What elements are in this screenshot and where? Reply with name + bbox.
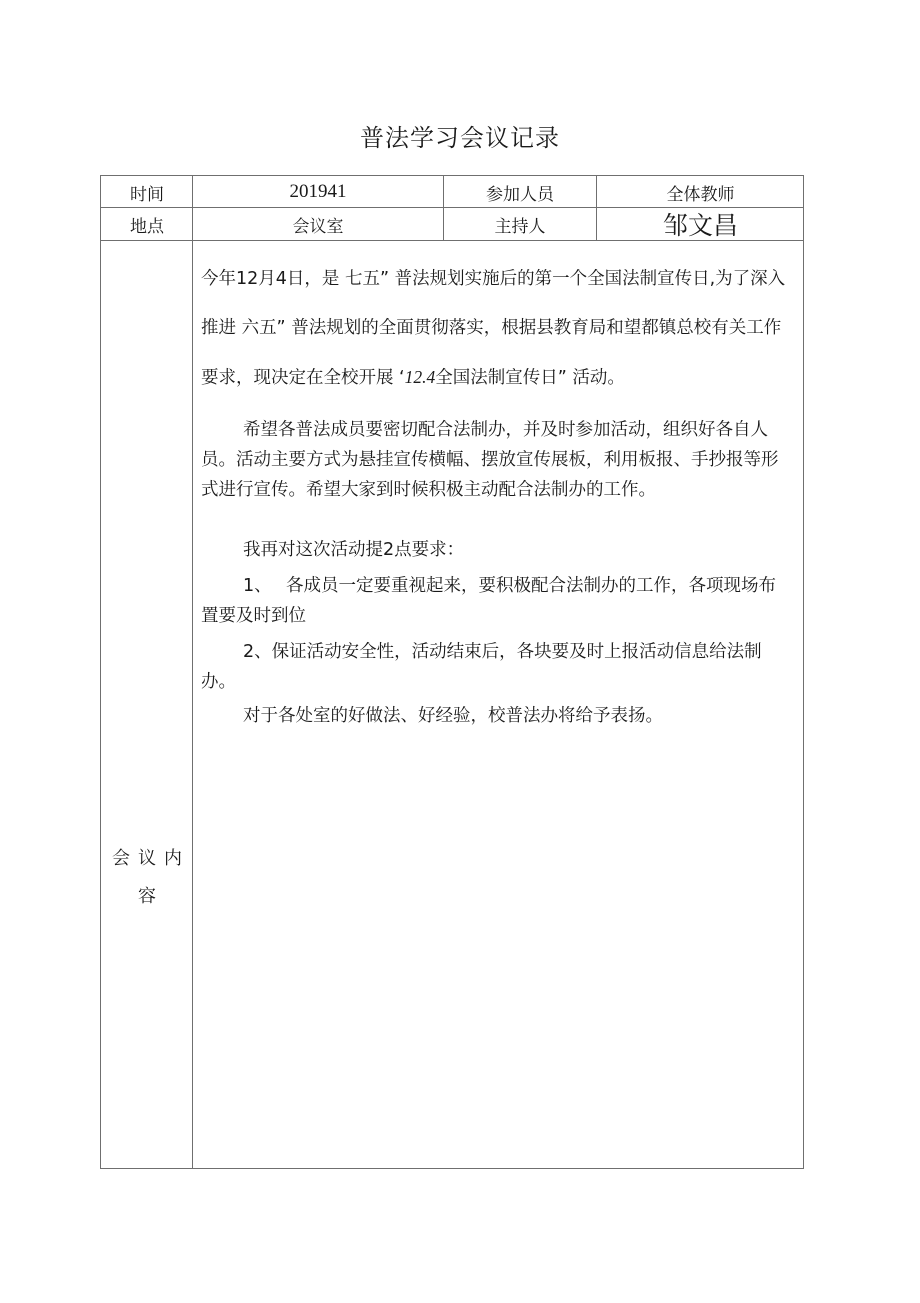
meeting-content <box>201 255 789 731</box>
participants-label: 参加人员 <box>486 184 554 205</box>
participants-value: 全体教师 <box>666 184 735 205</box>
host-value: 邹文昌 <box>662 211 738 240</box>
p1-text-a: 今年12月4日，是 七五” 普法规划实施后的第一个全国法制宣传日,为了深入推进 六五” 普法规划的全面贯彻落实，根据县教育局和望都镇总校有关工作要求，现决定在全校开展 ‘ <box>201 269 786 388</box>
content-label-line2: 容 <box>138 886 156 907</box>
requirement-1: 1、 各成员一定要重视起来，要积极配合法制办的工作，各项现场布置要及时到位 <box>201 576 776 626</box>
location-label: 地点 <box>130 216 164 237</box>
location-value: 会议室 <box>292 216 344 237</box>
p1-text-c: 全国法制宣传日” 活动。 <box>435 368 625 388</box>
content-paragraph-1 <box>201 255 789 403</box>
requirement-2: 2、保证活动安全性，活动结束后，各块要及时上报活动信息给法制办。 <box>201 642 762 692</box>
column-divider <box>192 176 193 1169</box>
content-paragraph-3: 我再对这次活动提2点要求： <box>243 540 465 560</box>
document-title: 普法学习会议记录 <box>360 124 560 152</box>
content-paragraph-closing: 对于各处室的好做法、好经验，校普法办将给予表扬。 <box>243 706 663 726</box>
time-label: 时间 <box>130 184 164 205</box>
p1-date-italic: 12.4 <box>404 367 436 387</box>
content-label-line1: 会议内 <box>112 848 190 869</box>
content-paragraph-2: 希望各普法成员要密切配合法制办，并及时参加活动，组织好各自人员。活动主要方式为悬挂宣传横幅、摆放宣传展板，利用板报、手抄报等形式进行宣传。希望大家到时候积极主动配合法制办的工作。 <box>201 420 779 500</box>
meeting-record-table <box>100 175 804 1169</box>
time-value: 201941 <box>289 181 347 202</box>
content-label <box>101 840 193 916</box>
host-label: 主持人 <box>494 216 546 237</box>
